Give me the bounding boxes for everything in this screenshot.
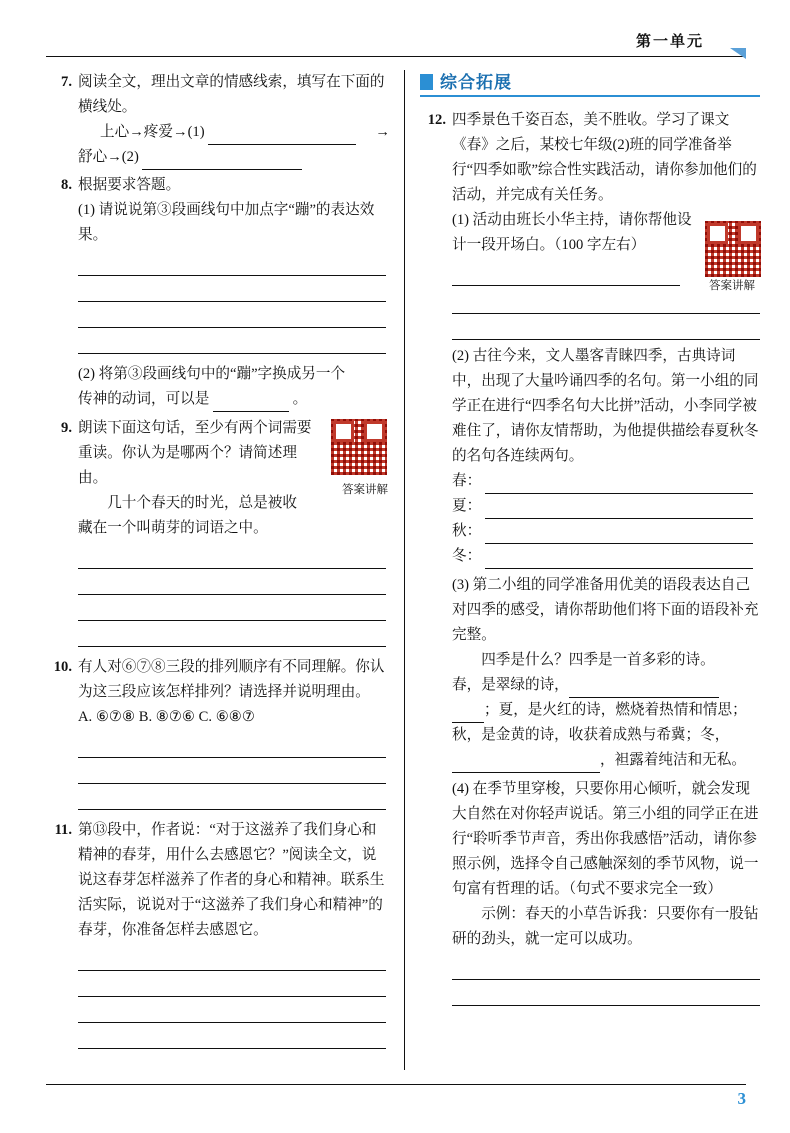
answer-line[interactable] bbox=[452, 260, 680, 286]
qr-code-icon[interactable] bbox=[704, 220, 762, 278]
question-7 bbox=[46, 70, 390, 170]
answer-line[interactable] bbox=[78, 595, 386, 621]
answer-line[interactable] bbox=[452, 954, 760, 980]
answer-line[interactable] bbox=[78, 784, 386, 810]
question-7-blank-1[interactable] bbox=[208, 144, 356, 145]
answer-line[interactable] bbox=[78, 328, 386, 354]
unit-title: 第一单元 bbox=[635, 34, 704, 50]
question-12-sub2-item-autumn[interactable] bbox=[452, 519, 760, 544]
answer-line[interactable] bbox=[78, 250, 386, 276]
answer-line[interactable] bbox=[78, 302, 386, 328]
question-12-sub4: (4) 在季节里穿梭，只要你用心倾听，就会发现大自然在对你轻声说话。第三小组的同学正在进行“聆听季节声音，秀出你我感悟”活动，请你参照示例，选择令自己感触深刻的季节风物，说一句富有哲理的话。（句式不要求完全一致） bbox=[452, 781, 759, 897]
question-12-intro: 四季景色千姿百态，美不胜收。学习了课文《春》之后，某校七年级(2)班的同学准备举行“四季如歌”综合性实践活动，请你参加他们的活动，并完成有关任务。 bbox=[452, 112, 757, 203]
label-winter: 冬： bbox=[452, 548, 482, 564]
question-12 bbox=[420, 108, 760, 1006]
question-8-sub2-label: 传神的动词，可以是 bbox=[78, 391, 210, 407]
label-spring: 春： bbox=[452, 473, 482, 489]
question-12-sub3-paragraph-1: 四季是什么？四季是一首多彩的诗。 bbox=[481, 652, 715, 668]
answer-line[interactable] bbox=[78, 569, 386, 595]
question-12-sub1-answer-area[interactable] bbox=[452, 288, 760, 340]
answer-line[interactable] bbox=[78, 1023, 386, 1049]
label-summer: 夏： bbox=[452, 498, 482, 514]
label-autumn: 秋： bbox=[452, 523, 482, 539]
question-12-sub4-answer-area[interactable] bbox=[452, 954, 760, 1006]
page-number: 3 bbox=[737, 1089, 746, 1108]
question-7-arrow: → bbox=[375, 124, 390, 140]
answer-line[interactable] bbox=[78, 543, 386, 569]
question-7-fill-row-2 bbox=[78, 145, 386, 170]
right-column bbox=[420, 70, 760, 1009]
answer-line[interactable] bbox=[78, 621, 386, 647]
question-7-fill-label-1: 上心→疼爱→(1) bbox=[100, 124, 205, 140]
question-10-answer-area[interactable] bbox=[78, 732, 386, 810]
answer-line[interactable] bbox=[78, 997, 386, 1023]
question-8-sub2-line2 bbox=[78, 387, 386, 412]
question-11-text: 第⑬段中，作者说：“对于这滋养了我们身心和精神的春芽，用什么去感恩它？”阅读全文，说说这春芽怎样滋养了作者的身心和精神。联系生活实际，说说对于“这滋养了我们身心和精神”的春芽，你准备怎样去感恩它。 bbox=[78, 822, 385, 938]
question-10-text: 有人对⑥⑦⑧三段的排列顺序有不同理解。你认为这三段应该怎样排列？请选择并说明理由。 bbox=[78, 659, 385, 700]
answer-line[interactable] bbox=[78, 276, 386, 302]
question-9-quote-line1: 几十个春天的时光，总是被收 bbox=[107, 495, 297, 511]
question-9-number: 9. bbox=[61, 420, 72, 436]
question-9-text: 朗读下面这句话，至少有两个词需要重读。你认为是哪两个？请简述理由。 bbox=[78, 420, 312, 486]
question-8 bbox=[46, 173, 386, 412]
question-12-sub3-paragraph-3-cont bbox=[452, 748, 760, 773]
sub3-text-c: ，袒露着纯洁和无私。 bbox=[600, 752, 746, 768]
question-12-sub3: (3) 第二小组的同学准备用优美的语段表达自己对四季的感受，请你帮助他们将下面的语段补充完整。 bbox=[452, 577, 759, 643]
question-9-quote-line2: 藏在一个叫萌芽的词语之中。 bbox=[78, 520, 268, 536]
section-banner bbox=[420, 70, 760, 100]
question-10-number: 10. bbox=[53, 659, 72, 675]
header-triangle-decoration bbox=[730, 48, 746, 59]
question-11-number: 11. bbox=[54, 822, 72, 838]
question-7-fill-label-2: 舒心→(2) bbox=[78, 149, 139, 165]
left-column bbox=[46, 70, 390, 1052]
qr-label-question-9: 答案讲解 bbox=[342, 484, 388, 496]
question-8-blank[interactable] bbox=[213, 411, 289, 412]
question-12-sub3-paragraph-2-cont bbox=[452, 698, 760, 723]
question-7-fill-row-1 bbox=[78, 120, 390, 145]
question-12-sub3-paragraph-2 bbox=[452, 673, 760, 698]
banner-title: 综合拓展 bbox=[440, 73, 512, 92]
question-7-blank-2[interactable] bbox=[142, 169, 302, 170]
answer-line[interactable] bbox=[452, 980, 760, 1006]
sub3-blank-2[interactable] bbox=[452, 772, 600, 773]
question-9-answer-area[interactable] bbox=[78, 543, 386, 647]
question-12-sub1-answer-area-top[interactable] bbox=[452, 260, 680, 286]
blank-winter[interactable] bbox=[485, 568, 753, 569]
question-10-options[interactable]: A. ⑥⑦⑧ B. ⑧⑦⑥ C. ⑥⑧⑦ bbox=[78, 709, 255, 725]
footer-divider bbox=[46, 1084, 746, 1085]
banner-underline bbox=[420, 95, 760, 97]
answer-line[interactable] bbox=[78, 945, 386, 971]
answer-line[interactable] bbox=[78, 758, 386, 784]
question-8-text: 根据要求答题。 bbox=[78, 177, 181, 193]
question-11-answer-area[interactable] bbox=[78, 945, 386, 1049]
question-8-answer-area[interactable] bbox=[78, 250, 386, 354]
header-divider bbox=[46, 56, 746, 57]
sub3-text-b: ；夏，是火红的诗，燃烧着热情和情思； bbox=[484, 702, 747, 718]
question-11 bbox=[46, 818, 386, 1049]
qr-code-icon[interactable] bbox=[330, 418, 388, 476]
question-12-sub2-item-summer[interactable] bbox=[452, 494, 760, 519]
qr-label-question-12: 答案讲解 bbox=[709, 280, 755, 292]
question-12-sub2-item-spring[interactable] bbox=[452, 469, 760, 494]
question-12-sub3-paragraph-3: 秋，是金黄的诗，收获着成熟与希冀；冬， bbox=[452, 727, 730, 743]
answer-line[interactable] bbox=[452, 314, 760, 340]
answer-line[interactable] bbox=[78, 971, 386, 997]
question-8-sub1: (1) 请说说第③段画线句中加点字“蹦”的表达效果。 bbox=[78, 202, 375, 243]
question-12-example: 示例：春天的小草告诉我：只要你有一股钻研的劲头，就一定可以成功。 bbox=[452, 906, 759, 947]
question-8-sub2-line1: (2) 将第③段画线句中的“蹦”字换成另一个 bbox=[78, 366, 346, 382]
question-7-number: 7. bbox=[61, 74, 72, 90]
question-12-sub2-item-winter[interactable] bbox=[452, 544, 760, 569]
question-8-number: 8. bbox=[61, 177, 72, 193]
qr-code-question-12[interactable] bbox=[704, 220, 760, 293]
question-12-sub2: (2) 古往今来，文人墨客青睐四季，古典诗词中，出现了大量吟诵四季的名句。第一小组的同学正在进行“四季名句大比拼”活动，小李同学被难住了，请你友情帮助，为他提供描绘春夏秋冬的名句各连续两句。 bbox=[452, 348, 759, 464]
banner-accent-bar bbox=[420, 74, 433, 90]
question-8-sub2-period: 。 bbox=[292, 391, 308, 407]
sub3-text-a: 春，是翠绿的诗， bbox=[452, 677, 569, 693]
page-header bbox=[46, 30, 746, 64]
question-7-text: 阅读全文，理出文章的情感线索，填写在下面的横线处。 bbox=[78, 74, 385, 115]
qr-code-question-9[interactable] bbox=[330, 418, 386, 476]
question-12-sub1: (1) 活动由班长小华主持，请你帮他设计一段开场白。（100 字左右） bbox=[452, 212, 692, 253]
question-10 bbox=[46, 655, 386, 810]
question-9 bbox=[46, 416, 386, 647]
question-12-number: 12. bbox=[427, 112, 446, 128]
answer-line[interactable] bbox=[78, 732, 386, 758]
column-divider bbox=[404, 70, 405, 1070]
